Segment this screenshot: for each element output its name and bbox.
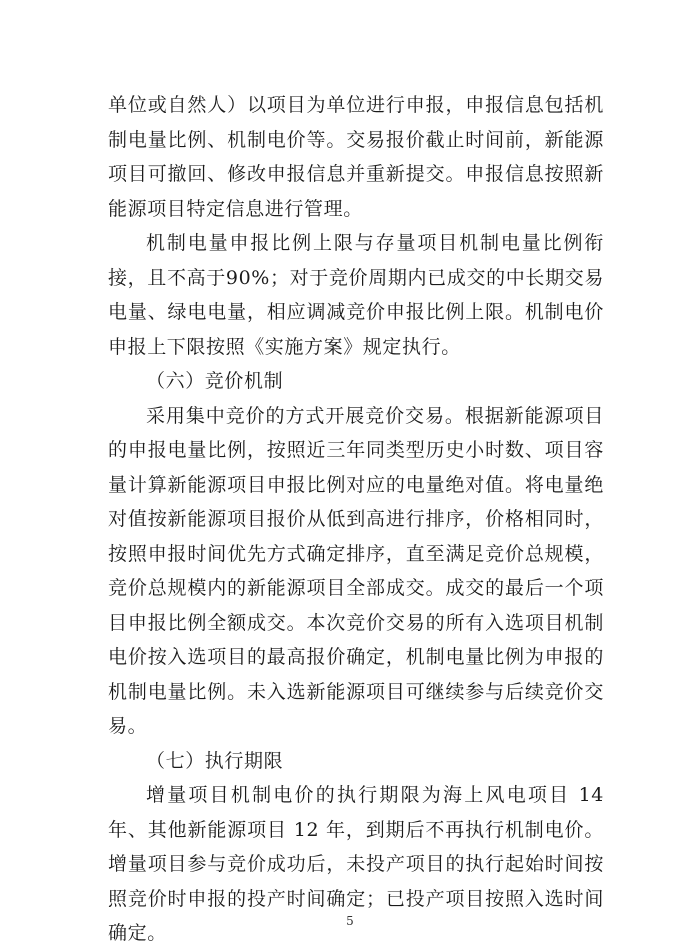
paragraph-execution-period: 增量项目机制电价的执行期限为海上风电项目 14 年、其他新能源项目 12 年，到期后不再执行机制电价。增量项目参与竞价成功后，未投产项目的执行起始时间按照竞价时申报的投产时间确定；已投产项目按照入选时间确定。 bbox=[108, 784, 604, 944]
paragraph-ratio-limit: 机制电量申报比例上限与存量项目机制电量比例衔接，且不高于90%；对于竞价周期内已成交的中长期交易电量、绿电电量，相应调减竞价申报比例上限。机制电价申报上下限按照《实施方案》规定执行。 bbox=[108, 232, 604, 358]
page-number: 5 bbox=[346, 914, 354, 928]
paragraph-application-info: 单位或自然人）以项目为单位进行申报，申报信息包括机制电量比例、机制电价等。交易报价截止时间前，新能源项目可撤回、修改申报信息并重新提交。申报信息按照新能源项目特定信息进行管理。 bbox=[108, 94, 604, 220]
section-heading-bidding-mechanism: （六）竞价机制 bbox=[146, 370, 284, 392]
paragraph-bidding-mechanism: 采用集中竞价的方式开展竞价交易。根据新能源项目的申报电量比例，按照近三年同类型历史小时数、项目容量计算新能源项目申报比例对应的电量绝对值。将电量绝对值按新能源项目报价从低到高进行排序，价格相同时，按照申报时间优先方式确定排序，直至满足竞价总规模，竞价总规模内的新能源项目全部成交。成交的最后一个项目申报比例全额成交。本次竞价交易的所有入选项目机制电价按入选项目的最高报价确定，机制电量比例为申报的机制电量比例。未入选新能源项目可继续参与后续竞价交易。 bbox=[108, 404, 604, 737]
section-heading-execution-period: （七）执行期限 bbox=[146, 749, 284, 772]
